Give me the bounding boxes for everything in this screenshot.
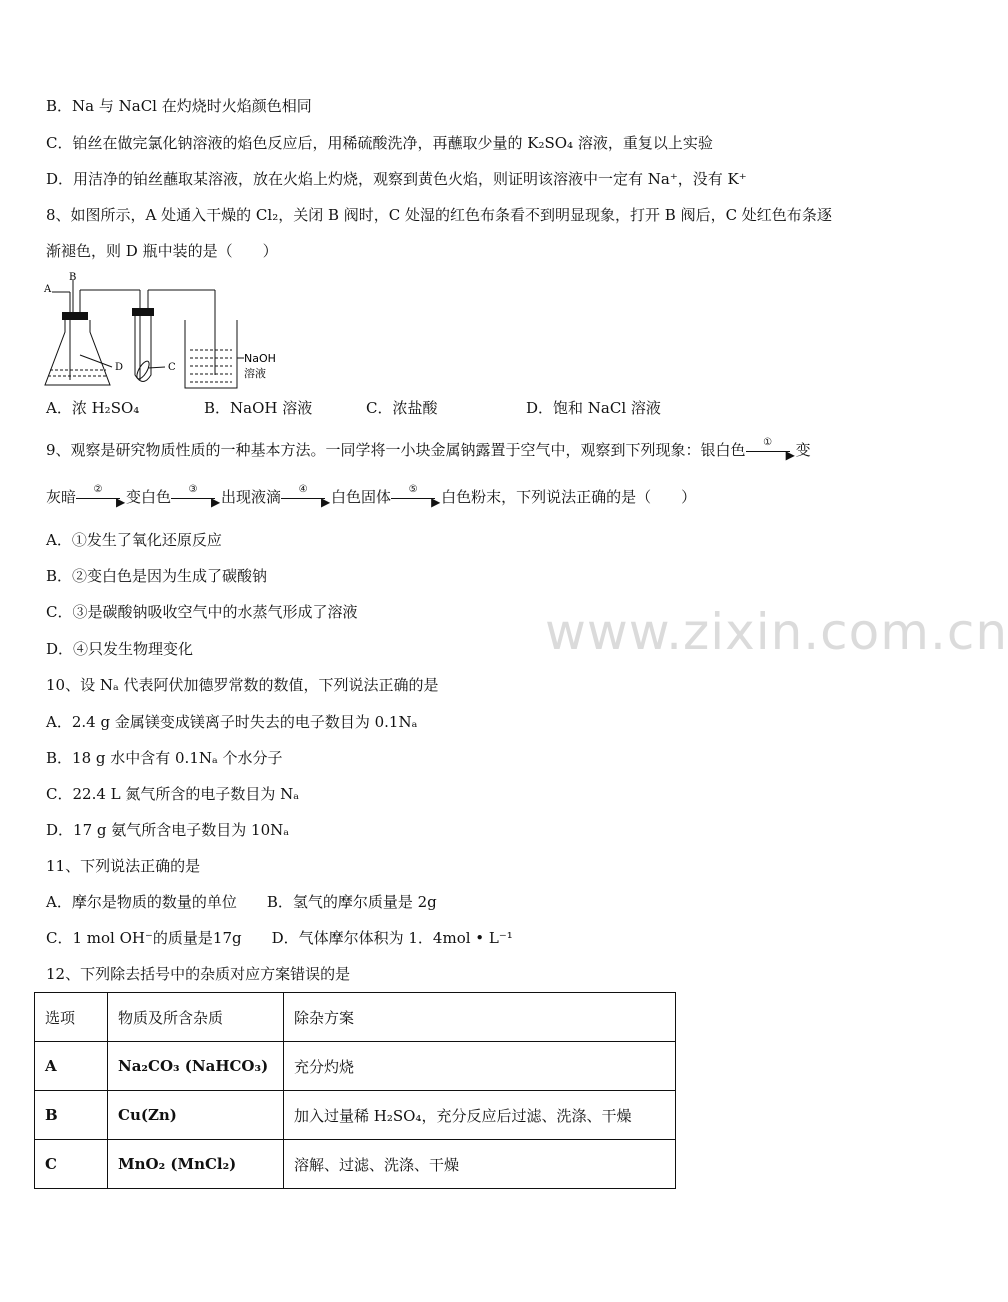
row-method: 溶解、过滤、洗涤、干燥	[284, 1140, 676, 1189]
row-substance: MnO₂ (MnCl₂)	[108, 1140, 284, 1189]
q10-option-a: A．2.4 g 金属镁变成镁离子时失去的电子数目为 0.1Nₐ	[46, 713, 418, 731]
reaction-arrow-4: ④ ▶	[281, 488, 331, 508]
header-method: 除杂方案	[284, 993, 676, 1042]
q11-stem: 11、下列说法正确的是	[46, 857, 201, 875]
table-row	[35, 1140, 676, 1189]
q9-stem-line1	[46, 437, 811, 462]
q9-stem-line2	[46, 484, 697, 509]
q8-option-a: A．浓 H₂SO₄	[46, 399, 140, 417]
q10-option-b: B．18 g 水中含有 0.1Nₐ 个水分子	[46, 749, 283, 767]
q9-option-b: B．②变白色是因为生成了碳酸钠	[46, 567, 268, 585]
reaction-arrow-2: ② ▶	[76, 488, 126, 508]
q11-options-line1: A．摩尔是物质的数量的单位 B．氢气的摩尔质量是 2g	[46, 893, 437, 911]
apparatus-diagram	[40, 270, 300, 395]
row-method: 加入过量稀 H₂SO₄，充分反应后过滤、洗涤、干燥	[284, 1091, 676, 1140]
q7-option-d: D．用洁净的铂丝蘸取某溶液，放在火焰上灼烧，观察到黄色火焰，则证明该溶液中一定有 Na⁺，没有 K⁺	[46, 170, 747, 188]
q9-stem-end: 变	[795, 441, 811, 459]
header-substance: 物质及所含杂质	[108, 993, 284, 1042]
q7-option-b: B．Na 与 NaCl 在灼烧时火焰颜色相同	[46, 97, 312, 115]
row-method: 充分灼烧	[284, 1042, 676, 1091]
q8-option-c: C．浓盐酸	[366, 399, 438, 417]
row-substance: Na₂CO₃ (NaHCO₃)	[108, 1042, 284, 1091]
q7-option-c: C．铂丝在做完氯化钠溶液的焰色反应后，用稀硫酸洗净，再蘸取少量的 K₂SO₄ 溶液，重复以上实验	[46, 134, 713, 152]
label-naoh: NaOH	[244, 352, 276, 365]
label-d: D	[115, 362, 124, 373]
row-substance: Cu(Zn)	[108, 1091, 284, 1140]
row-option: C	[35, 1140, 108, 1189]
label-solution: 溶液	[244, 367, 266, 380]
chain-state-1: 灰暗	[46, 488, 77, 506]
table-row	[35, 1091, 676, 1140]
q8-stem-line2: 渐褪色，则 D 瓶中装的是（ ）	[46, 242, 278, 260]
chain-state-3: 出现液滴	[221, 488, 282, 506]
chain-state-4: 白色固体	[331, 488, 392, 506]
q9-option-a: A．①发生了氧化还原反应	[46, 531, 222, 549]
label-a: A	[44, 284, 52, 295]
watermark: www.zixin.com.cn	[545, 603, 1008, 661]
chain-state-5: 白色粉末，下列说法正确的是（ ）	[441, 488, 697, 506]
q12-stem: 12、下列除去括号中的杂质对应方案错误的是	[46, 965, 351, 983]
q9-option-d: D．④只发生物理变化	[46, 640, 194, 658]
q10-option-c: C．22.4 L 氮气所含的电子数目为 Nₐ	[46, 785, 300, 803]
row-option: A	[35, 1042, 108, 1091]
q8-option-d: D．饱和 NaCl 溶液	[526, 399, 661, 417]
label-b: B	[69, 272, 77, 283]
label-c: C	[168, 362, 176, 373]
header-option: 选项	[35, 993, 108, 1042]
impurity-table	[34, 992, 676, 1189]
q9-option-c: C．③是碳酸钠吸收空气中的水蒸气形成了溶液	[46, 603, 358, 621]
reaction-arrow-3: ③ ▶	[171, 488, 221, 508]
q10-stem: 10、设 Nₐ 代表阿伏加德罗常数的数值，下列说法正确的是	[46, 676, 439, 694]
table-header-row	[35, 993, 676, 1042]
q8-stem-line1: 8、如图所示，A 处通入干燥的 Cl₂，关闭 B 阀时，C 处湿的红色布条看不到明显现象，打开 B 阀后，C 处红色布条逐	[46, 206, 832, 224]
table-row	[35, 1042, 676, 1091]
q11-options-line2: C．1 mol OH⁻的质量是17g D．气体摩尔体积为 1．4mol • L⁻¹	[46, 929, 513, 947]
reaction-arrow-1: ① ▶	[746, 441, 796, 461]
q10-option-d: D．17 g 氨气所含电子数目为 10Nₐ	[46, 821, 290, 839]
chain-state-2: 变白色	[126, 488, 172, 506]
q8-option-b: B．NaOH 溶液	[204, 399, 313, 417]
row-option: B	[35, 1091, 108, 1140]
q9-stem-start: 9、观察是研究物质性质的一种基本方法。一同学将一小块金属钠露置于空气中，观察到下列现象：银白色	[46, 441, 746, 459]
reaction-arrow-5: ⑤ ▶	[391, 488, 441, 508]
